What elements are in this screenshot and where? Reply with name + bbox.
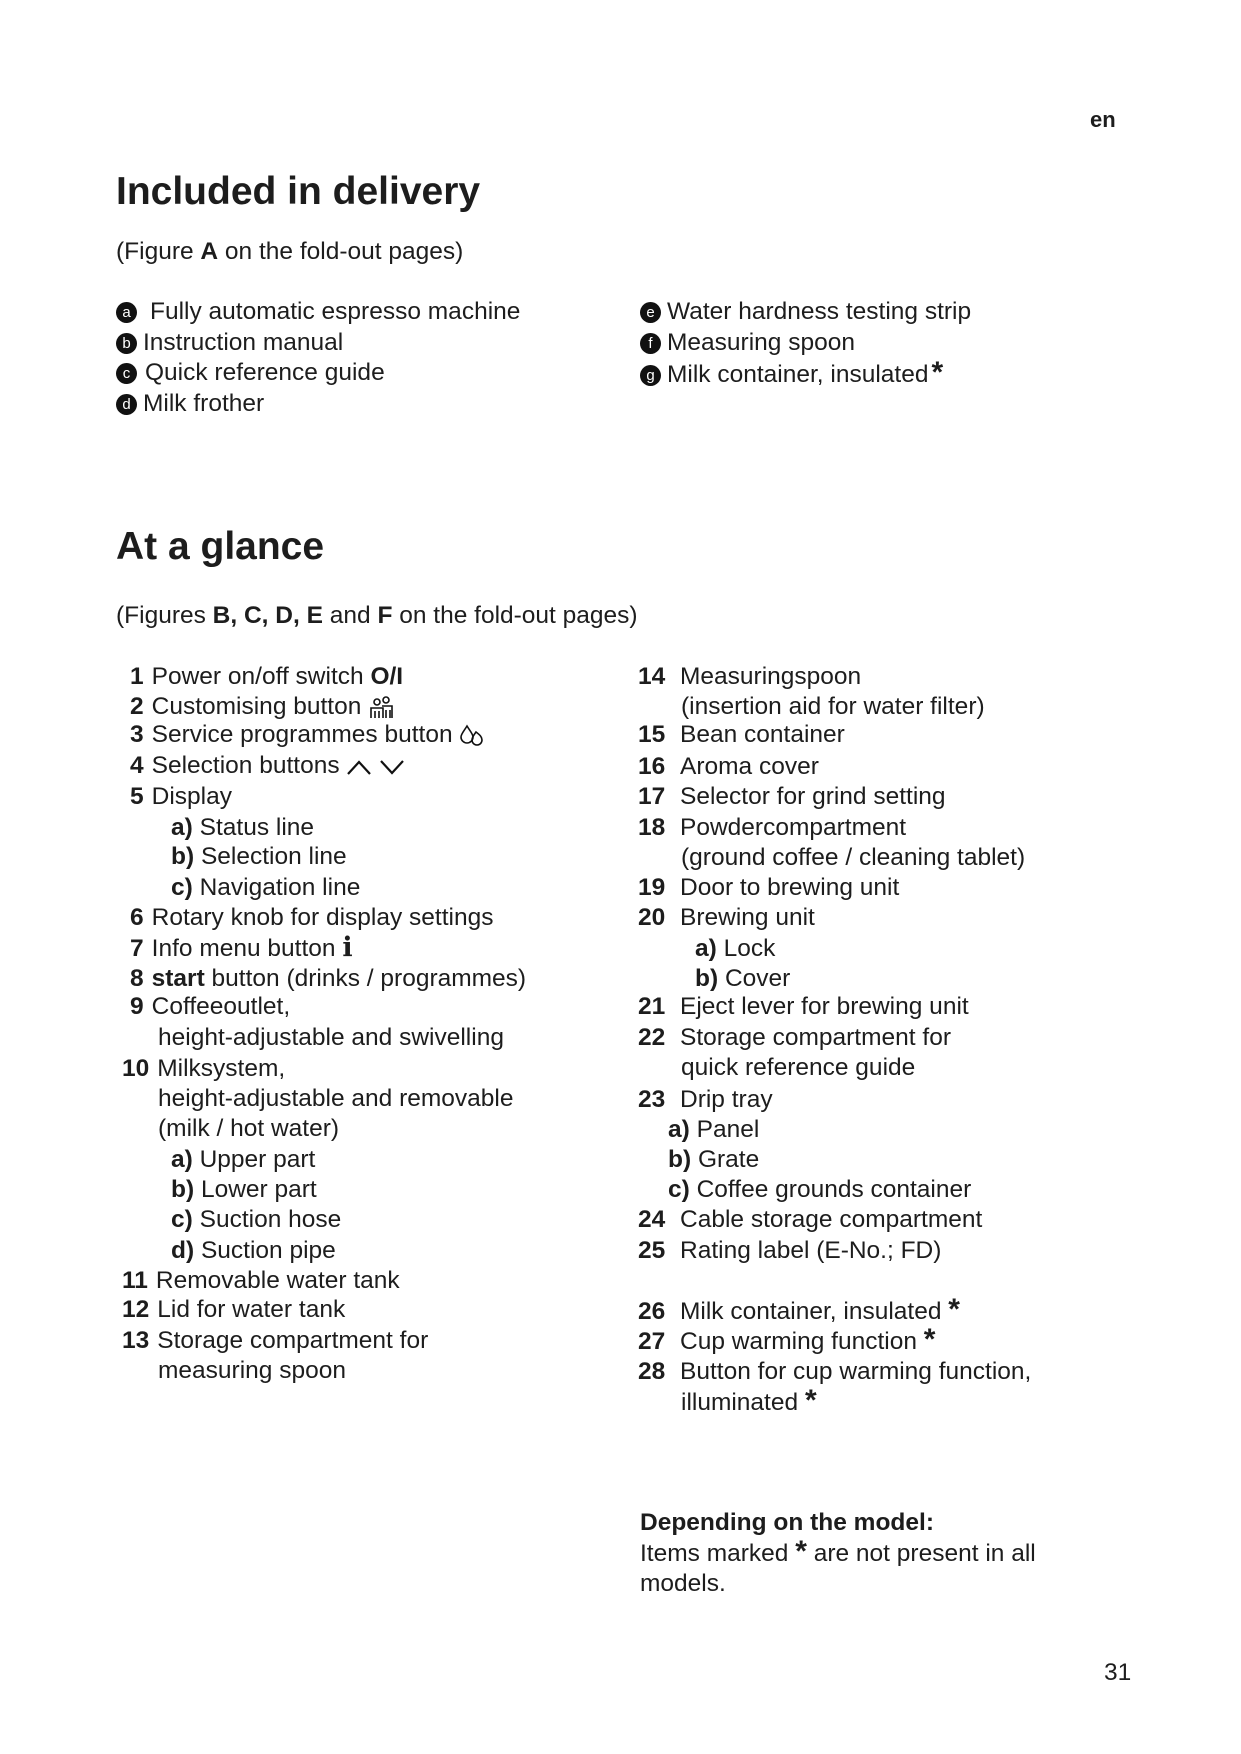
legend-item <box>122 1054 285 1084</box>
item-number: 2 <box>130 693 144 720</box>
item-number: 4 <box>130 752 144 779</box>
item-number: 22 <box>638 1024 666 1051</box>
item-text: Measuringspoon <box>680 663 862 690</box>
delivery-item <box>640 358 943 390</box>
item-text: quick reference guide <box>681 1054 916 1081</box>
legend-item <box>130 782 232 812</box>
legend-item <box>638 1236 941 1266</box>
item-number: 6 <box>130 904 144 931</box>
language-label: en <box>1090 107 1116 132</box>
page-number: 31 <box>1104 1659 1132 1686</box>
sub-label: c) <box>171 1206 193 1233</box>
chevron-up-icon <box>346 757 372 777</box>
item-text: Rating label (E-No.; FD) <box>680 1237 942 1264</box>
item-number: 12 <box>122 1296 150 1323</box>
sub-label: b) <box>171 843 195 870</box>
customising-icon <box>368 696 396 720</box>
star-mark: * <box>948 1293 960 1326</box>
legend-item <box>638 903 815 933</box>
legend-item <box>171 1175 317 1205</box>
letter-badge: e <box>640 302 661 323</box>
legend-item <box>130 720 485 750</box>
legend-item <box>122 1326 428 1356</box>
legend-item <box>130 692 396 722</box>
sub-label: c) <box>668 1176 690 1203</box>
chevron-down-icon <box>379 757 405 777</box>
item-text: height-adjustable and removable <box>158 1085 514 1112</box>
legend-item <box>668 1145 759 1175</box>
legend-item <box>171 813 314 843</box>
delivery-heading: Included in delivery <box>116 170 481 213</box>
item-text: Milksystem, <box>157 1055 286 1082</box>
star-mark: * <box>931 356 944 389</box>
item-text: measuring spoon <box>158 1357 346 1384</box>
item-text: Info menu button <box>151 935 343 962</box>
legend-item <box>130 933 353 964</box>
legend-item <box>695 934 775 964</box>
glance-subtitle: (Figures B, C, D, E and F on the fold-out pages) <box>116 602 638 629</box>
item-number: 27 <box>638 1328 666 1355</box>
legend-item <box>638 1295 960 1327</box>
item-number: 5 <box>130 783 144 810</box>
item-number: 14 <box>638 663 666 690</box>
item-number: 20 <box>638 904 666 931</box>
legend-item <box>695 964 790 994</box>
item-text: Coffeeoutlet, <box>151 993 291 1020</box>
legend-item <box>158 1114 339 1144</box>
sub-label: d) <box>171 1237 195 1264</box>
legend-item <box>171 1236 336 1266</box>
legend-item <box>638 662 861 692</box>
item-text: Brewing unit <box>680 904 815 931</box>
item-text: Cup warming function <box>680 1328 924 1355</box>
legend-item <box>130 662 403 692</box>
item-number: 10 <box>122 1055 150 1082</box>
item-number: 25 <box>638 1237 666 1264</box>
item-text: Selector for grind setting <box>680 783 946 810</box>
legend-item <box>668 1175 971 1205</box>
item-text: Panel <box>696 1116 760 1143</box>
star-mark: * <box>804 1384 817 1417</box>
info-icon: i <box>342 932 353 963</box>
item-text: Lid for water tank <box>157 1296 346 1323</box>
sub-label: b) <box>695 965 719 992</box>
item-number: 16 <box>638 753 666 780</box>
legend-item <box>638 1023 951 1053</box>
legend-item <box>681 1053 915 1083</box>
item-text: Coffee grounds container <box>696 1176 972 1203</box>
item-number: 7 <box>130 935 144 962</box>
item-text: Powdercompartment <box>680 814 907 841</box>
note-line: Items marked * are not present in all <box>640 1535 1036 1568</box>
item-text: Milk container, insulated <box>680 1298 949 1325</box>
sub-label: a) <box>171 814 193 841</box>
item-text: Navigation line <box>199 874 361 901</box>
item-number: 21 <box>638 993 666 1020</box>
sub-label: a) <box>171 1146 193 1173</box>
legend-item <box>638 1085 773 1115</box>
legend-item <box>130 751 405 781</box>
sub-label: b) <box>171 1176 195 1203</box>
item-text: button (drinks / programmes) <box>204 965 527 992</box>
star-mark: * <box>923 1323 936 1356</box>
legend-item <box>171 842 347 872</box>
letter-badge: d <box>116 394 137 415</box>
legend-item <box>158 1084 514 1114</box>
item-number: 26 <box>638 1298 666 1325</box>
delivery-item <box>116 297 520 327</box>
item-number: 8 <box>130 965 144 992</box>
legend-item <box>681 843 1025 873</box>
item-text: Milk frother <box>143 390 265 417</box>
item-number: 1 <box>130 663 144 690</box>
item-number: 11 <box>122 1267 148 1294</box>
legend-item <box>638 873 899 903</box>
item-text: Milk container, insulated <box>667 361 929 388</box>
item-number: 24 <box>638 1206 666 1233</box>
item-text: illuminated <box>681 1389 805 1416</box>
item-number: 3 <box>130 721 144 748</box>
item-text: Lock <box>723 935 776 962</box>
legend-item <box>171 1205 341 1235</box>
legend-item <box>122 1295 345 1325</box>
item-text: Suction hose <box>199 1206 342 1233</box>
legend-item <box>122 1266 400 1296</box>
letter-badge: a <box>116 302 137 323</box>
legend-item <box>681 692 985 722</box>
delivery-item <box>640 297 971 327</box>
service-drops-icon <box>459 724 485 748</box>
item-text: Selection line <box>200 843 347 870</box>
item-text: Cover <box>724 965 791 992</box>
legend-item <box>638 782 946 812</box>
item-text: Status line <box>199 814 315 841</box>
letter-badge: c <box>116 363 137 384</box>
legend-item <box>171 1145 315 1175</box>
item-number: 15 <box>638 721 666 748</box>
item-text: Rotary knob for display settings <box>151 904 494 931</box>
legend-item <box>638 1357 1031 1387</box>
legend-item <box>638 813 906 843</box>
legend-item <box>638 1205 982 1235</box>
item-number: 17 <box>638 783 666 810</box>
letter-badge: g <box>640 365 661 386</box>
item-text: Quick reference guide <box>145 359 385 386</box>
letter-badge: f <box>640 333 661 354</box>
item-text: Cable storage compartment <box>680 1206 983 1233</box>
item-text: (milk / hot water) <box>158 1115 340 1142</box>
item-text: Service programmes button <box>151 721 453 748</box>
legend-item <box>130 903 493 933</box>
item-text: Eject lever for brewing unit <box>680 993 969 1020</box>
item-text: Removable water tank <box>155 1267 400 1294</box>
note-line: models. <box>640 1570 726 1597</box>
power-symbol: O/I <box>370 663 404 690</box>
legend-item <box>638 1325 935 1357</box>
item-number: 18 <box>638 814 666 841</box>
legend-item <box>638 752 819 782</box>
legend-item <box>638 992 969 1022</box>
sub-label: a) <box>695 935 717 962</box>
item-text: Button for cup warming function, <box>680 1358 1032 1385</box>
item-number: 13 <box>122 1327 150 1354</box>
sub-label: c) <box>171 874 193 901</box>
delivery-item <box>116 389 264 419</box>
item-text: Fully automatic espresso machine <box>150 298 521 325</box>
item-text: Upper part <box>199 1146 316 1173</box>
item-number: 28 <box>638 1358 666 1385</box>
item-text: Drip tray <box>680 1086 773 1113</box>
letter-badge: b <box>116 333 137 354</box>
legend-item <box>130 992 290 1022</box>
glance-heading: At a glance <box>116 525 325 568</box>
delivery-item <box>116 328 343 358</box>
item-text: Storage compartment for <box>680 1024 951 1051</box>
sub-label: b) <box>668 1146 692 1173</box>
item-text: Bean container <box>680 721 845 748</box>
item-number: 19 <box>638 874 666 901</box>
item-text: (insertion aid for water filter) <box>681 693 985 720</box>
item-text: Power on/off switch <box>151 663 371 690</box>
sub-label: a) <box>668 1116 690 1143</box>
item-text: Aroma cover <box>680 753 819 780</box>
legend-item <box>130 964 526 994</box>
legend-item <box>171 873 360 903</box>
note-title: Depending on the model: <box>640 1509 934 1536</box>
legend-item <box>638 720 845 750</box>
item-text: Display <box>151 783 232 810</box>
item-text: Door to brewing unit <box>680 874 900 901</box>
item-text: Lower part <box>200 1176 317 1203</box>
legend-item <box>681 1386 817 1418</box>
delivery-item <box>640 328 855 358</box>
item-text: Water hardness testing strip <box>667 298 972 325</box>
legend-item <box>158 1356 346 1386</box>
delivery-subtitle: (Figure A on the fold-out pages) <box>116 238 464 265</box>
legend-item <box>668 1115 759 1145</box>
item-text: Suction pipe <box>200 1237 336 1264</box>
item-text: Measuring spoon <box>667 329 855 356</box>
item-text: Selection buttons <box>151 752 340 779</box>
item-number: 23 <box>638 1086 666 1113</box>
item-number: 9 <box>130 993 144 1020</box>
legend-item <box>158 1023 504 1053</box>
item-text: (ground coffee / cleaning tablet) <box>681 844 1026 871</box>
delivery-item <box>116 358 385 388</box>
start-keyword: start <box>151 965 205 992</box>
item-text: height-adjustable and swivelling <box>158 1024 504 1051</box>
item-text: Instruction manual <box>143 329 344 356</box>
item-text: Customising button <box>151 693 362 720</box>
item-text: Grate <box>697 1146 760 1173</box>
item-text: Storage compartment for <box>157 1327 429 1354</box>
